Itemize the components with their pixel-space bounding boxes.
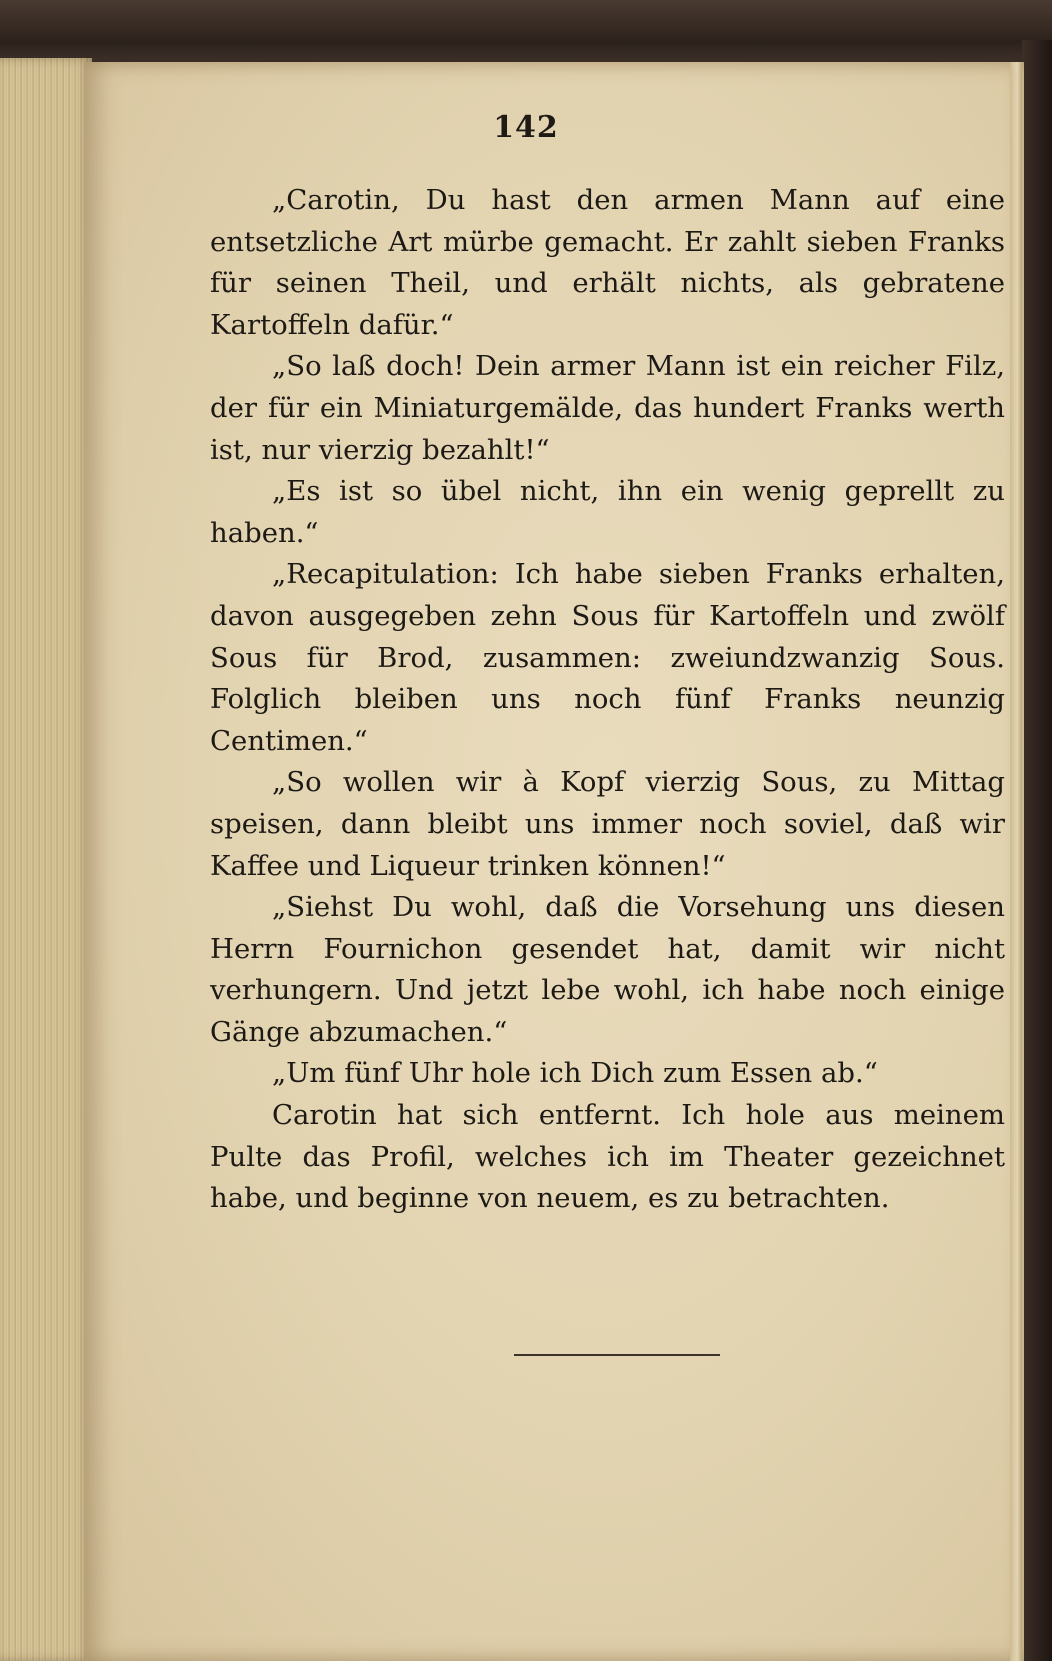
paragraph: „Recapitulation: Ich habe sieben Franks erhalten, davon ausgegeben zehn Sous für Kartoffeln und zwölf Sous für Brod, zusammen: zweiundzwanzig Sous. Folglich bleiben uns noch fünf Franks neunzig Centimen.“: [210, 558, 1005, 757]
paragraph: „So laß doch! Dein armer Mann ist ein reicher Filz, der für ein Miniaturgemälde, das hundert Franks werth ist, nur vierzig bezahlt!“: [210, 350, 1005, 466]
end-rule: [514, 1354, 720, 1356]
page-number: 142: [493, 110, 559, 145]
page-right-edge: [1010, 62, 1022, 1661]
paragraph: „So wollen wir à Kopf vierzig Sous, zu Mittag speisen, dann bleibt uns immer noch soviel, daß wir Kaffee und Liqueur trinken können!“: [210, 766, 1005, 882]
page-edges: [0, 58, 92, 1661]
paragraph: Carotin hat sich entfernt. Ich hole aus meinem Pulte das Profil, welches ich im Theater gezeichnet habe, und beginne von neuem, es zu betrachten.: [210, 1099, 1005, 1215]
book-cover-top: [0, 0, 1052, 60]
paragraph: „Um fünf Uhr hole ich Dich zum Essen ab.“: [272, 1057, 878, 1090]
paragraph: „Carotin, Du hast den armen Mann auf eine entsetzliche Art mürbe gemacht. Er zahlt sieben Franks für seinen Theil, und erhält nichts, als gebratene Kartoffeln dafür.“: [210, 184, 1005, 341]
body-text: [210, 180, 1005, 1220]
paragraph: „Siehst Du wohl, daß die Vorsehung uns diesen Herrn Fournichon gesendet hat, damit wir nicht verhungern. Und jetzt lebe wohl, ich habe noch einige Gänge abzumachen.“: [210, 891, 1005, 1048]
book-cover-right: [1022, 40, 1052, 1661]
paragraph: „Es ist so übel nicht, ihn ein wenig geprellt zu haben.“: [210, 475, 1005, 549]
